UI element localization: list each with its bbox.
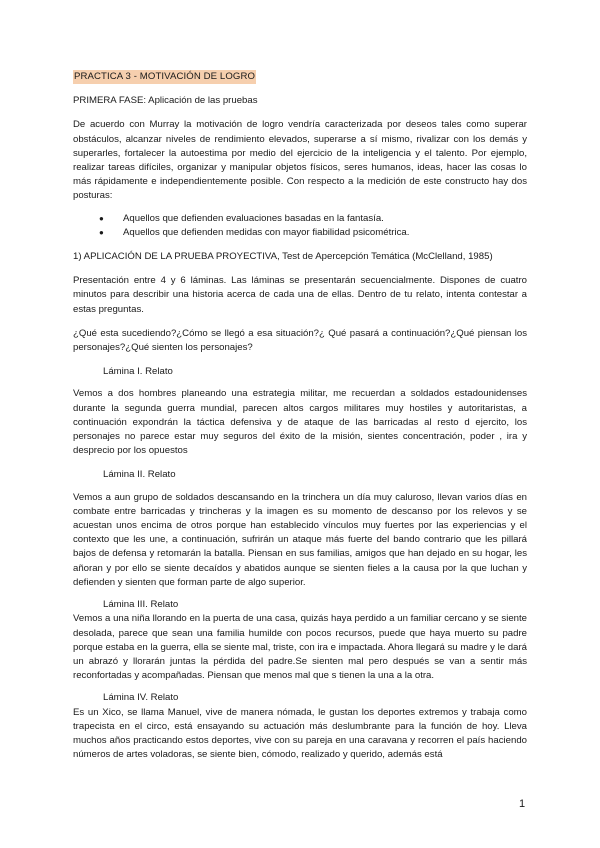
lamina-2-title: Lámina II. Relato <box>103 469 176 481</box>
phase-heading: PRIMERA FASE: Aplicación de las pruebas <box>73 95 258 107</box>
section-heading: 1) APLICACIÓN DE LA PRUEBA PROYECTIVA, Test de Apercepción Temática (McClelland, 1985) <box>73 251 493 263</box>
lamina-3-text: Vemos a una niña llorando en la puerta de una casa, quizás haya perdido a un familiar cercano y se siente desolada, parece que sean una familia humilde con pocos recursos, puede que haya muerto su padre porque estaba en la guerra, ella se siente mal, triste, con ira e impactada. Ahora llegará su madre y le dará un abrazó y llorarán juntas la pérdida del padre.Se sienten mal pero después se van a sentir más reconfortadas y acompañadas. Piensan que menos mal que s tienen la una a la otra. <box>73 613 527 682</box>
title-row <box>73 70 527 84</box>
lamina-2-text: Vemos a aun grupo de soldados descansando en la trinchera un día muy caluroso, llevan varios días en combate entre barricadas y trincheras y la imagen es su momento de descanso por los relevos y se acuestan unos encima de otros porque han establecido vínculos muy fuertes por las experiencias y el contexto que les une, a continuación, sufrirán un ataque más fuerte del bando contrario que les pillará bajos de defensa y retomarán la batalla. Piensan en sus familias, amigos que han dejado en su hogar, les añoran y por ello se siente decaídos y abatidos aunque se sienten fieles a la causa por la que luchan y defienden y sienten que forman parte de algo superior. <box>73 491 527 588</box>
lamina-3-title: Lámina III. Relato <box>103 599 179 611</box>
presentation-paragraph: Presentación entre 4 y 6 láminas. Las láminas se presentarán secuencialmente. Dispones de cuatro minutos para describir una historia acerca de cada una de ellas. Dentro de tu relato, intenta contestar a estas preguntas. <box>73 275 527 315</box>
lamina-1-text: Vemos a dos hombres planeando una estrategia militar, me recuerdan a soldados estadounidenses durante la segunda guerra mundial, parecen altos cargos militares muy hostiles y autoritaristas, a continuación expondrán la táctica defensiva y de ataque de las barricadas al resto d ejercito, los personajes no parece estar muy seguros del éxito de la misión, sientes concentración, poder , ira y desprecio por los opuestos <box>73 388 527 457</box>
intro-paragraph: De acuerdo con Murray la motivación de logro vendría caracterizada por deseos tales como superar obstáculos, alcanzar niveles de rendimiento elevados, superarse a sí mismo, rivalizar con los demás y superarles, fortalecer la autoestima por medio del ejercicio de la inteligencia y el talento. Por ejemplo, realizar tareas difíciles, organizar y manipular objetos físicos, seres humanos, ideas, hacer las cosas lo más rápidamente e independientemente posible. Con respecto a la medición de este constructo hay dos posturas: <box>73 119 527 202</box>
questions-paragraph: ¿Qué esta sucediendo?¿Cómo se llegó a esa situación?¿ Qué pasará a continuación?¿Qué piensan los personajes?¿Qué sienten los personajes? <box>73 327 527 354</box>
lamina-1-title: Lámina I. Relato <box>103 366 173 378</box>
lamina-4-title: Lámina IV. Relato <box>103 692 179 704</box>
list-item: ● Aquellos que defienden medidas con mayor fiabilidad psicométrica. <box>103 226 527 240</box>
document-body <box>73 70 527 762</box>
page-number: 1 <box>519 798 526 810</box>
lamina-4-text: Es un Xico, se llama Manuel, vive de manera nómada, le gustan los deportes extremos y trabaja como trapecista en el circo, está ensayando su actuación más deslumbrante para la función de hoy. Lleva muchos años practicando estos deportes, vive con su pareja en una caravana y recorren el país haciendo números de artes voladoras, se siente bien, cómodo, realizado y querido, además está <box>73 706 527 761</box>
postures-list <box>73 212 527 240</box>
practice-title: PRACTICA 3 - MOTIVACIÓN DE LOGRO <box>73 70 256 84</box>
list-item: ● Aquellos que defienden evaluaciones basadas en la fantasía. <box>103 212 527 226</box>
